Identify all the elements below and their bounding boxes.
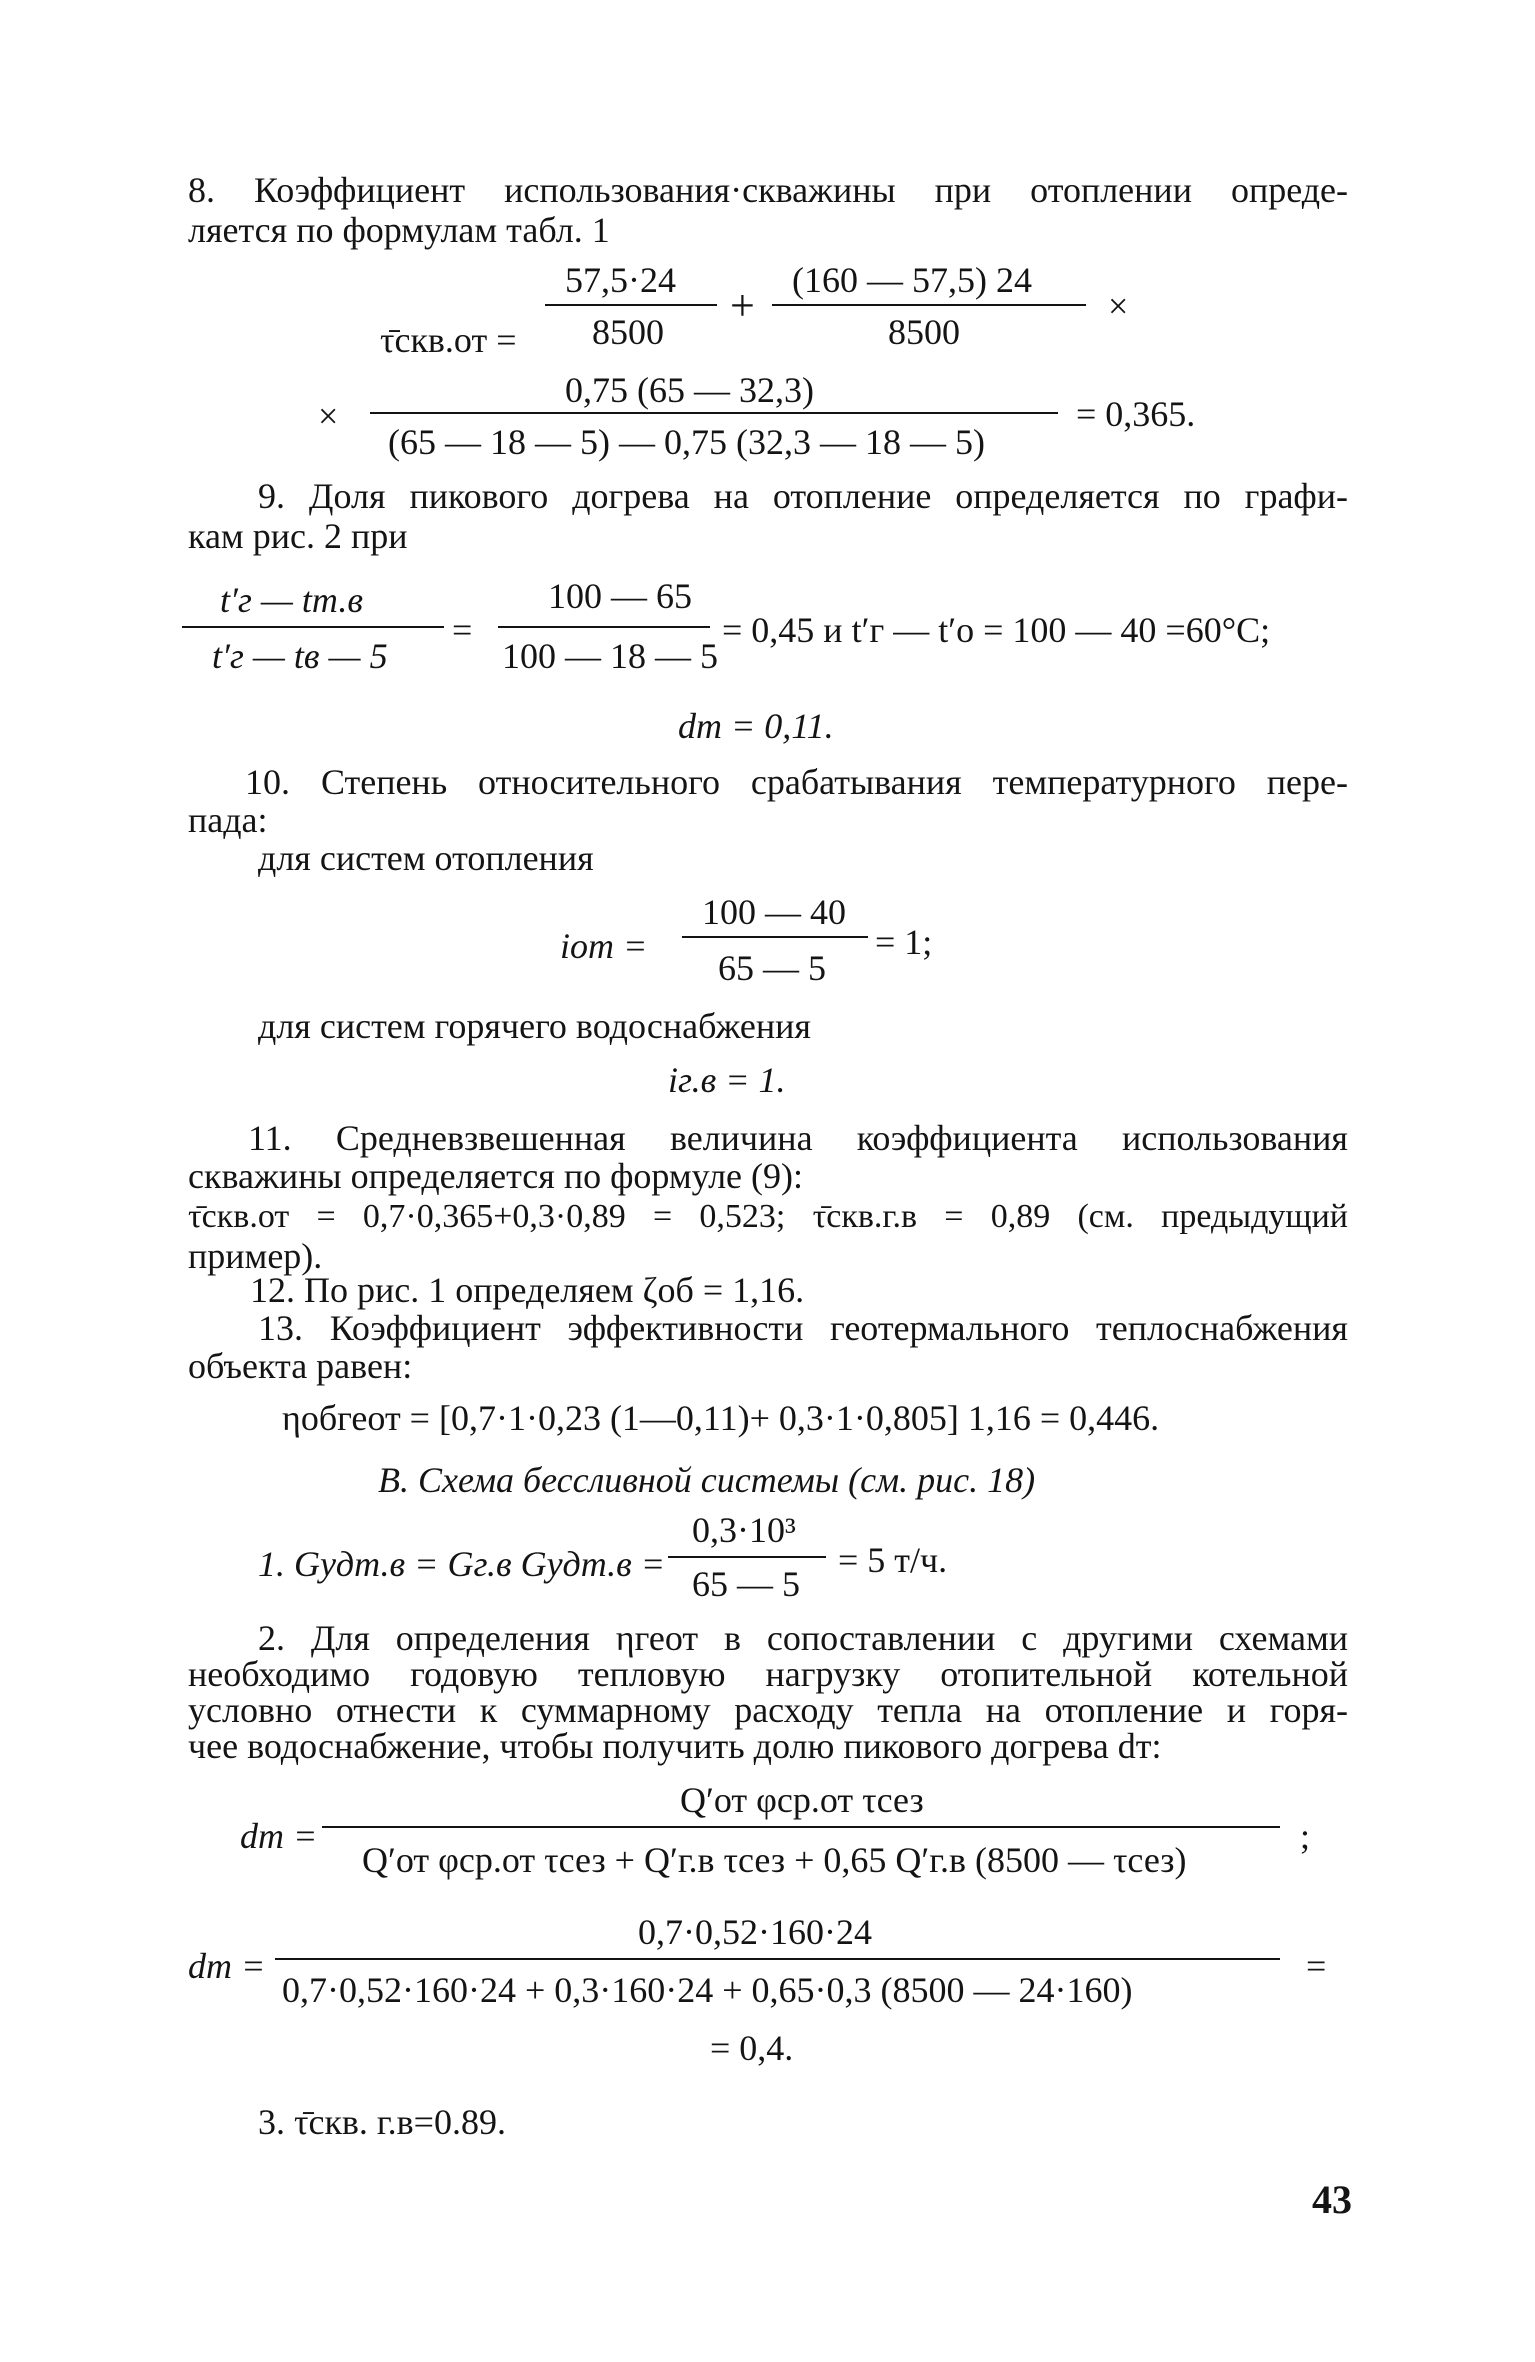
item9-line1: 9. Доля пикового догрева на отопление определяется по графи- xyxy=(258,476,1348,516)
section-b-p2-line3: условно отнести к суммарному расходу тепла на отопление и горя- xyxy=(188,1690,1348,1730)
section-b-p2-line1: 2. Для определения ηгеот в сопоставлении с другими схемами xyxy=(258,1618,1348,1658)
item8-times-2: × xyxy=(318,396,339,436)
section-b-p2-line2: необходимо годовую тепловую нагрузку отопительной котельной xyxy=(188,1654,1348,1694)
item13-line2: объекта равен: xyxy=(188,1346,413,1386)
item8-plus: + xyxy=(730,281,755,330)
item8-result: = 0,365. xyxy=(1076,394,1196,434)
item8-den3: (65 — 18 — 5) — 0,75 (32,3 — 18 — 5) xyxy=(388,422,985,462)
item11-line4: пример). xyxy=(188,1236,323,1276)
item10-line4: для систем горячего водоснабжения xyxy=(258,1006,811,1046)
item8-fraction-bar-3 xyxy=(370,412,1058,414)
section-b-dt2-final: = 0,4. xyxy=(710,2028,794,2068)
section-b-f1-den: 65 — 5 xyxy=(692,1564,800,1604)
item11-line2: скважины определяется по формуле (9): xyxy=(188,1156,804,1196)
item11-line3: τ̄скв.от = 0,7·0,365+0,3·0,89 = 0,523; τ̄скв.г.в = 0,89 (см. предыдущий xyxy=(188,1198,1348,1235)
item9-dt: dт = 0,11. xyxy=(678,706,834,746)
item9-rest: = 0,45 и t′г — t′о = 100 — 40 =60°С; xyxy=(722,610,1271,650)
item9-fraction-bar-2 xyxy=(498,626,710,628)
item9-line2: кам рис. 2 при xyxy=(188,516,408,556)
section-b-dt1-fraction-bar xyxy=(322,1826,1280,1828)
item8-den2: 8500 xyxy=(888,312,960,352)
section-b-dt2-lhs: dт = xyxy=(188,1946,266,1986)
section-b-dt1-result: ; xyxy=(1300,1816,1311,1856)
section-b-dt1-lhs: dт = xyxy=(240,1816,318,1856)
section-b-dt2-fraction-bar xyxy=(275,1958,1280,1960)
item10-line2: пада: xyxy=(188,800,268,840)
section-b-f1-fraction-bar xyxy=(668,1556,826,1558)
item11-line1: 11. Средневзвешенная величина коэффициента использования xyxy=(248,1118,1348,1158)
item10-iot-result: = 1; xyxy=(875,922,933,962)
item9-fraction-bar-1 xyxy=(182,626,444,628)
item10-line1: 10. Степень относительного срабатывания температурного пере- xyxy=(245,762,1348,802)
item8-num3: 0,75 (65 — 32,3) xyxy=(565,370,814,410)
section-b-dt2-result: = xyxy=(1306,1946,1327,1986)
section-b-dt1-den: Q′от φср.от τсез + Q′г.в τсез + 0,65 Q′г.в (8500 — τсез) xyxy=(362,1840,1187,1880)
item10-iot-den: 65 — 5 xyxy=(718,948,826,988)
section-b-f1-result: = 5 т/ч. xyxy=(838,1540,948,1580)
page-number: 43 xyxy=(1312,2177,1352,2222)
item8-den1: 8500 xyxy=(592,312,664,352)
item13-line1: 13. Коэффициент эффективности геотермального теплоснабжения xyxy=(258,1308,1348,1348)
section-b-f1-lhs: 1. Gудт.в = Gг.в Gудт.в = xyxy=(258,1544,666,1584)
item9-den1: t′г — tв — 5 xyxy=(212,636,388,676)
item10-fraction-bar xyxy=(682,936,868,938)
item9-num2: 100 — 65 xyxy=(548,576,692,616)
item8-num2: (160 — 57,5) 24 xyxy=(792,260,1032,300)
section-b-p3: 3. τ̄скв. г.в=0.89. xyxy=(258,2102,506,2142)
section-b-p2-line4: чее водоснабжение, чтобы получить долю пикового догрева dт: xyxy=(188,1726,1162,1766)
section-b-heading: В. Схема бессливной системы (см. рис. 18) xyxy=(378,1460,1036,1500)
item8-formula-lhs: τ̄скв.от = xyxy=(380,320,517,360)
item8-fraction-bar-2 xyxy=(772,304,1086,306)
section-b-dt2-den: 0,7·0,52·160·24 + 0,3·160·24 + 0,65·0,3 (8500 — 24·160) xyxy=(282,1970,1133,2010)
item10-iot-lhs: iот = xyxy=(560,926,648,966)
item8-line2: ляется по формулам табл. 1 xyxy=(188,210,610,250)
item13-formula: ηобгеот = [0,7·1·0,23 (1—0,11)+ 0,3·1·0,805] 1,16 = 0,446. xyxy=(282,1398,1160,1438)
item9-num1: t′г — tт.в xyxy=(220,580,363,620)
item9-den2: 100 — 18 — 5 xyxy=(502,636,718,676)
item9-eq1: = xyxy=(452,610,473,650)
item12-line1: 12. По рис. 1 определяем ζоб = 1,16. xyxy=(250,1270,805,1310)
section-b-f1-num: 0,3·10³ xyxy=(692,1510,796,1550)
item8-times-1: × xyxy=(1108,286,1129,326)
item8-fraction-bar-1 xyxy=(545,304,717,306)
item8-line1: 8. Коэффициент использования·скважины при отоплении опреде- xyxy=(188,170,1348,210)
item10-line3: для систем отопления xyxy=(258,838,594,878)
section-b-dt1-num: Q′от φср.от τсез xyxy=(680,1780,924,1820)
section-b-dt2-num: 0,7·0,52·160·24 xyxy=(638,1912,872,1952)
item10-iot-num: 100 — 40 xyxy=(702,892,846,932)
item8-num1: 57,5·24 xyxy=(565,260,676,300)
item10-igv: iг.в = 1. xyxy=(668,1060,786,1100)
